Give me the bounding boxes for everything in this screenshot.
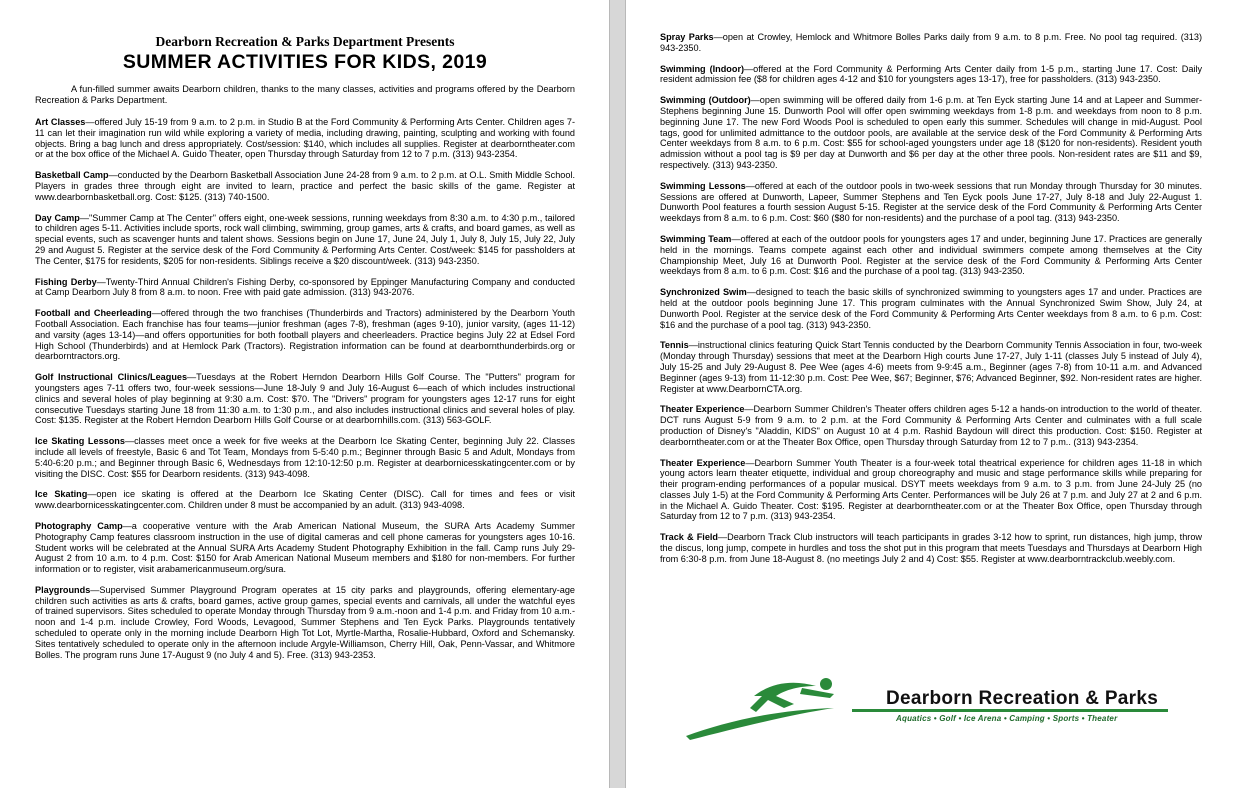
activity-art-classes (35, 117, 575, 160)
activity-spray-parks (660, 32, 1202, 54)
activity-heading: Golf Instructional Clinics/Leagues (35, 372, 188, 383)
activity-body: —open ice skating is offered at the Dearborn Ice Skating Center (DISC). Call for times and fees or visit www.dearbornicesskatingcenter.com. Children under 8 must be accompanied by an adult. (313) 943-4098. (35, 489, 575, 511)
activity-heading: Playgrounds (35, 584, 91, 595)
activity-heading: Tennis (660, 340, 689, 351)
activity-track-field (660, 532, 1202, 564)
logo-tagline: Aquatics • Golf • Ice Arena • Camping • Sports • Theater (896, 714, 1118, 723)
activity-heading: Swimming Lessons (660, 180, 746, 191)
activity-body: —classes meet once a week for five weeks at the Dearborn Ice Skating Center, beginning July 22. Classes include all levels of freestyle, Basic 6 and Tot Team, Mondays from 5-5:40 p.m.; Beginner through Basic 5 and Adult, Mondays from 5:40-6:20 p.m.; and Beginner through Basic 6, Wednesdays from 12:10-12:50 p.m. Register at dearbornicesskatingcenter.com or by visiting the DISC. Cost: $55 for Dearborn residents. (313) 943-4098. (35, 436, 575, 479)
activity-body: —Dearborn Summer Youth Theater is a four-week total theatrical experience for children ages 11-18 in which young actors learn theater etiquette, individual and group choreography and music and stage performance skills while preparing for their program-ending performances of a popular musical. DSYT meets weekdays from 9 a.m. to 3 p.m. from June 24-July 25 (no classes July 1-5) at the Ford Community & Performing Arts Center. Performances will be July 26 at 7 p.m. and July 27 at 2 and 6 p.m. in the Michael A. Guido Theater. Cost: $195. Register at dearborntheater.com or at the Theater Box Office, open Thursday through Saturday from 12 to 7 p.m. (313) 943-2354. (660, 457, 1202, 522)
activity-synchronized-swim (660, 287, 1202, 330)
activity-ice-skating-lessons (35, 436, 575, 479)
activity-body: —Dearborn Summer Children's Theater offers children ages 5-12 a hands-on introduction to the world of theater. DCT runs August 5-9 from 9 a.m. to 2 p.m. at the Ford Community & Performing Arts Center and culminates with a full scale production of Disney's "Aladdin, KIDS" on August 10 at 4 p.m. Rashid Baydoun will direct this production. Cost: $150. Register at dearborntheater.com or at the Theater Box Office, open Thursday through Saturday from 12 to 7 p.m.. (313) 943-2354. (660, 404, 1202, 447)
logo-name: Dearborn Recreation & Parks (886, 688, 1159, 709)
activity-fishing-derby (35, 277, 575, 299)
runner-swoosh-icon (684, 674, 874, 746)
activity-heading: Swimming (Outdoor) (660, 95, 751, 106)
activity-heading: Ice Skating Lessons (35, 436, 125, 447)
activity-heading: Spray Parks (660, 32, 714, 42)
activity-body: —"Summer Camp at The Center" offers eight, one-week sessions, running weekdays from 8:30 a.m. to 4:30 p.m., tailored to children ages 5-11. Activities include sports, rock wall climbing, swimming, group games, arts & crafts, and board games, as well as special events, such as scavenger hunts and talent shows. Sessions begin on June 17, June 24, July 1, July 8, July 15, July 22, July 29 and August 5. Register at the service desk of the Ford Community & Performing Arts Center. Cost/week: $145 for passholders at The Center, $175 for residents, $205 for non-residents. Siblings receive a $20 discount/week. (313) 943-2350. (35, 212, 575, 266)
activity-body: —offered through the two franchises (Thunderbirds and Tractors) administered by the Dearborn Youth Football Association. Each franchise has four teams—junior freshman (ages 7-8), freshman (ages 9-10), junior varsity, (ages 11-12) and varsity (ages 13-14)—and offers opportunities for both football players and cheerleaders. Practice begins July 22 at Edsel Ford High School (Thunderbirds) and at Hemlock Park (Tractors). Registration information can be found at dearbornthunderbirds.org or dearborntractors.org. (35, 308, 575, 362)
activity-heading: Theater Experience (660, 457, 746, 468)
activity-day-camp (35, 213, 575, 267)
activity-heading: Theater Experience (660, 404, 745, 415)
activity-football-cheerleading (35, 308, 575, 362)
activity-heading: Fishing Derby (35, 276, 97, 287)
intro-paragraph: A fun-filled summer awaits Dearborn children, thanks to the many classes, activities and programs offered by the Dearborn Recreation & Parks Department. (35, 84, 575, 105)
activity-playgrounds (35, 585, 575, 661)
activity-photography-camp (35, 521, 575, 575)
page-left (0, 0, 609, 788)
activity-body: —instructional clinics featuring Quick Start Tennis conducted by the Dearborn Community Tennis Association in four, two-week (Monday through Thursday) sessions that meet at the Dearborn High courts June 17-27, July 1-11 (classes July 5 instead of July 4), July 15-25 and July 29-August 8. Pee Wee (ages 4-6) meets from 9-9:45 a.m., Beginner (ages 7-8) from 10-11 a.m. and Advanced Beginner (ages 9-13) from 11-12:30 p.m. Cost: Pee Wee, $67; Beginner, $76; Advanced Beginner, $92. Non-resident rates are higher. Register at www.DearbornCTA.org. (660, 340, 1202, 394)
activity-swimming-lessons (660, 181, 1202, 224)
activity-heading: Synchronized Swim (660, 287, 747, 298)
activity-basketball-camp (35, 170, 575, 202)
activity-heading: Track & Field (660, 532, 719, 543)
activity-swimming-outdoor (660, 95, 1202, 171)
left-column (35, 34, 575, 670)
activity-heading: Swimming (Indoor) (660, 63, 745, 74)
presenter-line: Dearborn Recreation & Parks Department Presents (155, 34, 455, 49)
activity-body: —a cooperative venture with the Arab American National Museum, the SURA Arts Academy Summer Photography Camp features classroom instruction in the use of digital cameras and cell phone cameras for youngsters ages 10-16. Student works will be celebrated at the Annual SURA Arts Academy Student Photography Exhibition in the fall. Camp runs July 29-August 2 from 10 a.m. to 4 p.m. Cost: $150 for Arab American National Museum members and $180 for non-members. For further information or to register, visit arabamericanmuseum.org/sura. (35, 520, 575, 575)
activity-swimming-indoor (660, 64, 1202, 86)
activity-heading: Ice Skating (35, 489, 88, 500)
activity-body: —offered July 15-19 from 9 a.m. to 2 p.m. in Studio B at the Ford Community & Performing Arts Center. Children ages 7-11 can let their imagination run wild while exploring a variety of media, including drawing, painting, sculpting and working with found objects. Bring a bag lunch and dress appropriately. Cost/session: $140, which includes all supplies. Register at dearborntheater.com or at the box office of the Michael A. Guido Theater, open Thursday through Saturday from 12 to 7 p.m. (313) 943-2354. (35, 117, 575, 160)
logo-divider (852, 709, 1168, 712)
activity-body: —designed to teach the basic skills of synchronized swimming to youngsters ages 17 and under. Practices are held at the outdoor pools beginning June 17. This program culminates with the Annual Synchronized Swim Show, July 24, at Dunworth Pool. Register at the service desk of the Ford Community & Performing Arts Center weekdays from 8 a.m. to 6 p.m. Cost: $16 and the purchase of a pool tag. (313) 943-2350. (660, 287, 1203, 330)
activity-tennis (660, 340, 1202, 394)
activity-theater-children (660, 404, 1202, 447)
activity-body: —Dearborn Track Club instructors will teach participants in grades 3-12 how to sprint, run distances, high jump, throw the discus, long jump, compete in hurdles and toss the shot put in this program that meets Tuesdays and Thursdays at Dearborn High from 6:30-8 p.m. from June 18-August 8. (no meetings July 2 and 4) Cost: $55. Register at www.dearborntrackclub.weebly.com. (660, 532, 1202, 564)
activity-body: —offered at each of the outdoor pools in two-week sessions that run Monday through Thursday for 30 minutes. Sessions are offered at Dunworth, Lapeer, Summer Stephens and Ten Eyck pools June 17-27, July 8-18 and July 22-August 1. Dunworth Pool features a fourth session August 5-15. Register at the service desk of the Ford Community & Performing Arts Center weekdays from 8 a.m. to 6 p.m. Cost: $60 ($80 for non-residents) and the purchase of a pool tag. (313) 943-2350. (660, 180, 1203, 224)
activity-ice-skating (35, 489, 575, 511)
activity-body: —Supervised Summer Playground Program operates at 15 city parks and playgrounds, offering elementary-age children such activities as arts & crafts, board games, active group games, special events and carnivals, all under the watchful eyes of trained supervisors. Sites scheduled to operate Monday through Thursday from 9 a.m.-noon and 1-4 p.m. and Friday from 10 a.m.-noon and 1-4 p.m. include Crowley, Ford Woods, Levagood, Summer Stephens and Ten Eyck Parks. Playgrounds tentatively scheduled to operate only in the morning include Dearborn High Tot Lot, Myrtle-Martha, Rosalie-Hubbard, Oxford and Schemansky. Sites tentatively scheduled to operate only in the afternoon include Argyle-Williamson, Cherry Hill, Oak, Penn-Vassar, and Whitmore Bolles. The program runs June 17-August 9 (no July 4 and 5). Free. (313) 943-2353. (35, 584, 575, 660)
activity-body: —offered at each of the outdoor pools for youngsters ages 17 and under, beginning June 17. Practices are generally held in the mornings. Teams compete against each other and individual swimmers compete among themselves at the City Championship Meet, July 16 at Dunworth Pool. Register at the service desk of the Ford Community & Performing Arts Center weekdays from 8 a.m. to 6 p.m. Cost: $16 and the purchase of a pool tag. (313) 943-2350. (660, 233, 1202, 277)
page-title: SUMMER ACTIVITIES FOR KIDS, 2019 (122, 51, 488, 73)
activity-theater-youth (660, 458, 1202, 523)
activity-heading: Basketball Camp (35, 170, 109, 181)
activity-body: —Twenty-Third Annual Children's Fishing Derby, co-sponsored by Eppinger Manufacturing Company and conducted at Camp Dearborn July 8 from 8 a.m. to noon. Free with paid gate admission. (313) 943-2076. (35, 276, 575, 298)
activity-heading: Photography Camp (35, 520, 123, 531)
activity-body: —open swimming will be offered daily from 1-6 p.m. at Ten Eyck starting June 14 and at Lapeer and Summer-Stephens beginning June 15. Dunworth Pool will offer open swimming weekdays from 1-8 p.m. and weekdays from noon to 8 p.m. beginning June 17. The new Ford Woods Pool is scheduled to open early this summer. Schedules will change in mid-August. Pool tags, good for unlimited admittance to the outdoor pools, are available at the service desk of the Ford Community & Performing Arts Center weekdays from 8 a.m. to 6 p.m. Cost: $55 for school-aged youngsters under age 18 ($120 for non-residents). Resident youth admission without a pool tag is $9 per day at Dunworth and $6 per day at the other three pools. Non-resident rates are $11 and $9, respectively. (313) 943-2350. (660, 95, 1202, 170)
activity-heading: Swimming Team (660, 233, 732, 244)
activity-heading: Art Classes (35, 117, 86, 127)
activity-golf (35, 372, 575, 426)
activity-body: —offered at the Ford Community & Performing Arts Center daily from 1-5 p.m., starting June 17. Cost: Daily resident admission fee ($8 for children ages 4-12 and $10 for youngsters ages 13-17), free for passholders. (313) 943-2350. (660, 63, 1203, 85)
dearborn-logo (684, 674, 1174, 746)
activity-heading: Day Camp (35, 212, 80, 223)
activity-body: —open at Crowley, Hemlock and Whitmore Bolles Parks daily from 9 a.m. to 8 p.m. Free. No pool tag required. (313) 943-2350. (660, 32, 1202, 53)
right-column (660, 32, 1202, 575)
activity-heading: Football and Cheerleading (35, 308, 152, 319)
activity-body: —Tuesdays at the Robert Herndon Dearborn Hills Golf Course. The "Putters" program for youngsters ages 7-11 offers two, four-week sessions—June 18-July 9 and July 16-August 6—each of which includes instructional clinics and several holes of play beginning at 9:30 a.m. Cost: $70. The "Drivers" program for youngsters ages 12-17 runs for eight consecutive Tuesdays starting June 18 from 11:30 a.m. to 1:30 p.m., and also includes instructional clinics and several holes of play. Cost: $135. Register at the Robert Herndon Dearborn Hills Golf Course or at dearbornhills.com. (313) 563-GOLF. (35, 372, 575, 426)
page-right (626, 0, 1234, 788)
activity-swimming-team (660, 234, 1202, 277)
activity-body: —conducted by the Dearborn Basketball Association June 24-28 from 9 a.m. to 2 p.m. at O.L. Smith Middle School. Players in grades three through eight are invited to learn, practice and perfect the basic skills of the game. Register at www.dearbornbasketball.org. Cost: $125. (313) 740-1500. (35, 170, 575, 202)
page-gutter (609, 0, 626, 788)
